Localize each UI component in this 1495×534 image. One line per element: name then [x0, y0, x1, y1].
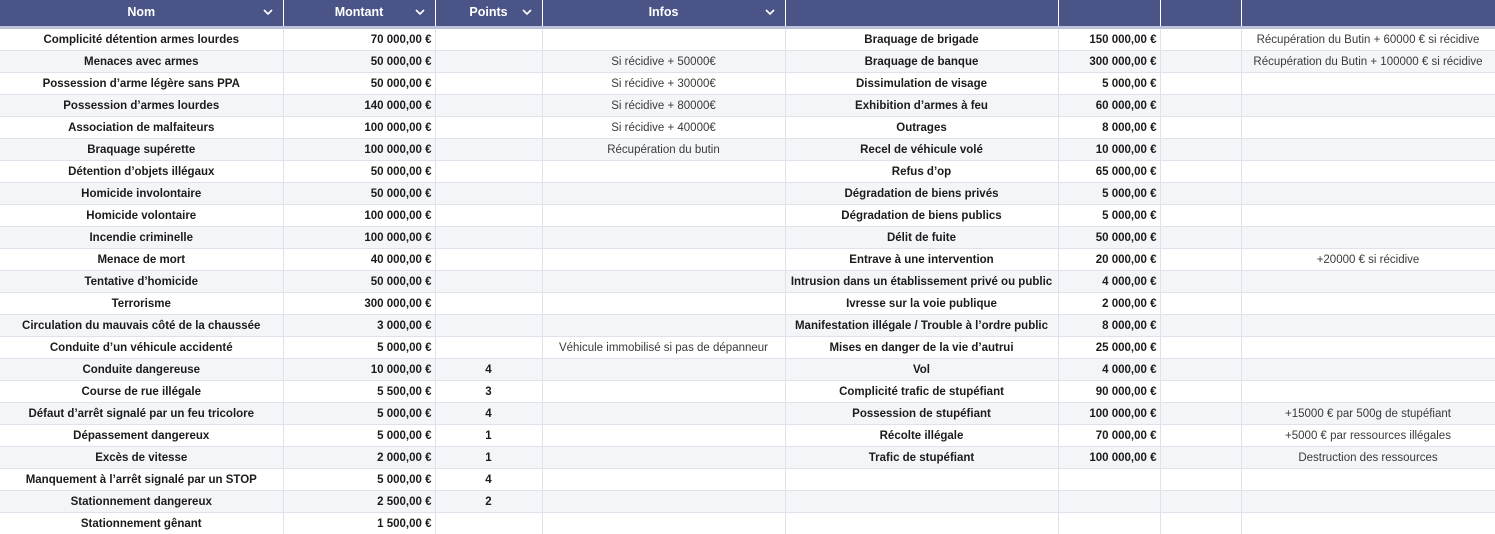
table-row [0, 161, 1495, 183]
cell-infos[interactable] [542, 28, 785, 51]
table-row [0, 271, 1495, 293]
header-infos[interactable] [542, 0, 785, 28]
cell-montant[interactable]: 100 000,00 € [283, 205, 435, 227]
table-row [0, 337, 1495, 359]
cell-nom[interactable]: Stationnement gênant [0, 513, 283, 534]
cell-nom[interactable]: Terrorisme [0, 293, 283, 315]
chevron-down-icon[interactable] [520, 5, 534, 19]
cell-empty[interactable] [1160, 271, 1241, 293]
cell-empty[interactable] [1160, 381, 1241, 403]
cell-montant[interactable]: 50 000,00 € [283, 271, 435, 293]
cell-nom-right[interactable]: Dégradation de biens publics [785, 205, 1058, 227]
cell-nom-right[interactable]: Braquage de brigade [785, 28, 1058, 51]
cell-empty[interactable] [1160, 139, 1241, 161]
cell-infos[interactable] [542, 491, 785, 513]
cell-points[interactable] [435, 513, 542, 534]
cell-montant[interactable]: 5 000,00 € [283, 425, 435, 447]
cell-nom-right[interactable]: Exhibition d’armes à feu [785, 95, 1058, 117]
cell-points[interactable] [435, 117, 542, 139]
cell-nom-right[interactable] [785, 513, 1058, 534]
cell-infos-right[interactable] [1241, 117, 1495, 139]
cell-montant[interactable]: 50 000,00 € [283, 73, 435, 95]
cell-nom[interactable]: Conduite dangereuse [0, 359, 283, 381]
cell-montant-right[interactable]: 100 000,00 € [1058, 447, 1160, 469]
cell-points[interactable]: 4 [435, 469, 542, 491]
cell-empty[interactable] [1160, 117, 1241, 139]
table-row [0, 469, 1495, 491]
cell-points[interactable]: 3 [435, 381, 542, 403]
cell-points[interactable]: 1 [435, 425, 542, 447]
cell-infos[interactable] [542, 359, 785, 381]
cell-infos[interactable] [542, 271, 785, 293]
table-row [0, 139, 1495, 161]
header-points[interactable] [435, 0, 542, 28]
header-infos-label: Infos [648, 5, 679, 19]
cell-infos-right[interactable] [1241, 359, 1495, 381]
cell-infos-right[interactable] [1241, 293, 1495, 315]
cell-points[interactable] [435, 139, 542, 161]
cell-infos[interactable] [542, 183, 785, 205]
cell-infos[interactable] [542, 469, 785, 491]
cell-points[interactable] [435, 28, 542, 51]
cell-montant-right[interactable]: 8 000,00 € [1058, 315, 1160, 337]
cell-montant[interactable]: 10 000,00 € [283, 359, 435, 381]
cell-montant[interactable]: 5 000,00 € [283, 403, 435, 425]
cell-montant[interactable]: 100 000,00 € [283, 227, 435, 249]
header-row [0, 0, 1495, 28]
cell-points[interactable] [435, 337, 542, 359]
cell-empty[interactable] [1160, 491, 1241, 513]
table-row [0, 28, 1495, 51]
cell-montant-right[interactable] [1058, 513, 1160, 534]
cell-montant-right[interactable]: 10 000,00 € [1058, 139, 1160, 161]
cell-points[interactable] [435, 293, 542, 315]
header-empty-8 [1241, 0, 1495, 28]
cell-points[interactable] [435, 249, 542, 271]
cell-empty[interactable] [1160, 183, 1241, 205]
cell-nom-right[interactable]: Ivresse sur la voie publique [785, 293, 1058, 315]
cell-nom-right[interactable]: Dissimulation de visage [785, 73, 1058, 95]
cell-montant-right[interactable]: 2 000,00 € [1058, 293, 1160, 315]
cell-nom-right[interactable]: Intrusion dans un établissement privé ou public [785, 271, 1058, 293]
cell-infos-right[interactable] [1241, 205, 1495, 227]
table-body [0, 28, 1495, 534]
table-row [0, 95, 1495, 117]
cell-infos[interactable] [542, 249, 785, 271]
chevron-down-icon[interactable] [261, 5, 275, 19]
cell-montant-right[interactable]: 5 000,00 € [1058, 183, 1160, 205]
cell-nom-right[interactable]: Mises en danger de la vie d’autrui [785, 337, 1058, 359]
header-montant-label: Montant [334, 5, 384, 19]
header-empty-6 [1058, 0, 1160, 28]
cell-nom-right[interactable]: Refus d’op [785, 161, 1058, 183]
cell-montant[interactable]: 300 000,00 € [283, 293, 435, 315]
cell-nom-right[interactable]: Entrave à une intervention [785, 249, 1058, 271]
table-row [0, 403, 1495, 425]
header-nom-label: Nom [127, 5, 156, 19]
cell-empty[interactable] [1160, 95, 1241, 117]
cell-nom[interactable]: Détention d’objets illégaux [0, 161, 283, 183]
cell-infos[interactable]: Si récidive + 80000€ [542, 95, 785, 117]
cell-montant-right[interactable] [1058, 469, 1160, 491]
cell-points[interactable] [435, 271, 542, 293]
cell-nom-right[interactable]: Outrages [785, 117, 1058, 139]
cell-nom[interactable]: Dépassement dangereux [0, 425, 283, 447]
cell-nom[interactable]: Défaut d’arrêt signalé par un feu tricolore [0, 403, 283, 425]
cell-montant-right[interactable]: 5 000,00 € [1058, 205, 1160, 227]
chevron-down-icon[interactable] [763, 5, 777, 19]
cell-montant[interactable]: 50 000,00 € [283, 161, 435, 183]
cell-nom-right[interactable]: Dégradation de biens privés [785, 183, 1058, 205]
cell-montant[interactable]: 1 500,00 € [283, 513, 435, 534]
cell-infos-right[interactable]: Récupération du Butin + 100000 € si récidive [1241, 51, 1495, 73]
table-row [0, 117, 1495, 139]
cell-nom[interactable]: Complicité détention armes lourdes [0, 28, 283, 51]
cell-empty[interactable] [1160, 205, 1241, 227]
cell-montant[interactable]: 50 000,00 € [283, 183, 435, 205]
cell-points[interactable]: 4 [435, 403, 542, 425]
cell-empty[interactable] [1160, 337, 1241, 359]
cell-infos[interactable] [542, 227, 785, 249]
cell-infos[interactable] [542, 513, 785, 534]
cell-nom[interactable]: Excès de vitesse [0, 447, 283, 469]
cell-infos-right[interactable]: +20000 € si récidive [1241, 249, 1495, 271]
cell-infos-right[interactable] [1241, 491, 1495, 513]
cell-infos[interactable] [542, 205, 785, 227]
cell-nom-right[interactable]: Récolte illégale [785, 425, 1058, 447]
cell-montant-right[interactable]: 70 000,00 € [1058, 425, 1160, 447]
cell-points[interactable] [435, 315, 542, 337]
cell-infos[interactable] [542, 315, 785, 337]
cell-montant-right[interactable]: 4 000,00 € [1058, 271, 1160, 293]
cell-empty[interactable] [1160, 249, 1241, 271]
table-row [0, 51, 1495, 73]
cell-infos[interactable]: Récupération du butin [542, 139, 785, 161]
cell-infos-right[interactable]: Récupération du Butin + 60000 € si récidive [1241, 28, 1495, 51]
cell-infos[interactable] [542, 161, 785, 183]
cell-montant-right[interactable]: 5 000,00 € [1058, 73, 1160, 95]
cell-empty[interactable] [1160, 359, 1241, 381]
cell-montant-right[interactable]: 8 000,00 € [1058, 117, 1160, 139]
cell-infos[interactable]: Si récidive + 50000€ [542, 51, 785, 73]
header-points-label: Points [469, 5, 508, 19]
cell-montant-right[interactable]: 25 000,00 € [1058, 337, 1160, 359]
cell-empty[interactable] [1160, 227, 1241, 249]
cell-montant[interactable]: 5 000,00 € [283, 469, 435, 491]
cell-infos-right[interactable] [1241, 227, 1495, 249]
cell-montant[interactable]: 40 000,00 € [283, 249, 435, 271]
cell-infos[interactable] [542, 403, 785, 425]
cell-infos[interactable]: Véhicule immobilisé si pas de dépanneur [542, 337, 785, 359]
cell-nom[interactable]: Course de rue illégale [0, 381, 283, 403]
cell-infos[interactable]: Si récidive + 30000€ [542, 73, 785, 95]
cell-nom-right[interactable]: Complicité trafic de stupéfiant [785, 381, 1058, 403]
cell-infos-right[interactable] [1241, 139, 1495, 161]
header-nom[interactable] [0, 0, 283, 28]
cell-points[interactable] [435, 95, 542, 117]
cell-points[interactable] [435, 205, 542, 227]
cell-infos-right[interactable]: +15000 € par 500g de stupéfiant [1241, 403, 1495, 425]
cell-infos-right[interactable] [1241, 271, 1495, 293]
cell-montant-right[interactable]: 300 000,00 € [1058, 51, 1160, 73]
cell-nom-right[interactable]: Recel de véhicule volé [785, 139, 1058, 161]
cell-points[interactable]: 2 [435, 491, 542, 513]
cell-empty[interactable] [1160, 403, 1241, 425]
cell-empty[interactable] [1160, 293, 1241, 315]
cell-infos[interactable] [542, 447, 785, 469]
cell-nom[interactable]: Stationnement dangereux [0, 491, 283, 513]
cell-nom-right[interactable]: Délit de fuite [785, 227, 1058, 249]
cell-infos-right[interactable] [1241, 469, 1495, 491]
cell-nom[interactable]: Incendie criminelle [0, 227, 283, 249]
cell-nom[interactable]: Homicide volontaire [0, 205, 283, 227]
cell-montant[interactable]: 5 500,00 € [283, 381, 435, 403]
cell-montant[interactable]: 70 000,00 € [283, 28, 435, 51]
cell-montant[interactable]: 100 000,00 € [283, 117, 435, 139]
cell-montant-right[interactable]: 100 000,00 € [1058, 403, 1160, 425]
cell-nom-right[interactable]: Trafic de stupéfiant [785, 447, 1058, 469]
cell-points[interactable] [435, 51, 542, 73]
cell-infos-right[interactable] [1241, 513, 1495, 534]
cell-empty[interactable] [1160, 161, 1241, 183]
table-row [0, 73, 1495, 95]
cell-infos-right[interactable] [1241, 73, 1495, 95]
header-empty-5 [785, 0, 1058, 28]
table-row [0, 491, 1495, 513]
cell-infos-right[interactable] [1241, 95, 1495, 117]
cell-nom[interactable]: Homicide involontaire [0, 183, 283, 205]
cell-points[interactable]: 1 [435, 447, 542, 469]
cell-nom-right[interactable]: Braquage de banque [785, 51, 1058, 73]
table-row [0, 249, 1495, 271]
cell-empty[interactable] [1160, 28, 1241, 51]
cell-montant-right[interactable]: 50 000,00 € [1058, 227, 1160, 249]
cell-montant-right[interactable]: 20 000,00 € [1058, 249, 1160, 271]
cell-infos-right[interactable] [1241, 315, 1495, 337]
cell-infos-right[interactable]: Destruction des ressources [1241, 447, 1495, 469]
cell-empty[interactable] [1160, 315, 1241, 337]
cell-nom[interactable]: Circulation du mauvais côté de la chaussée [0, 315, 283, 337]
cell-nom[interactable]: Menace de mort [0, 249, 283, 271]
table-row [0, 359, 1495, 381]
table-row [0, 227, 1495, 249]
cell-empty[interactable] [1160, 425, 1241, 447]
cell-nom[interactable]: Conduite d’un véhicule accidenté [0, 337, 283, 359]
cell-montant[interactable]: 100 000,00 € [283, 139, 435, 161]
cell-points[interactable] [435, 73, 542, 95]
cell-infos-right[interactable] [1241, 337, 1495, 359]
chevron-down-icon[interactable] [413, 5, 427, 19]
cell-nom-right[interactable] [785, 469, 1058, 491]
cell-montant-right[interactable]: 65 000,00 € [1058, 161, 1160, 183]
cell-points[interactable] [435, 161, 542, 183]
cell-empty[interactable] [1160, 513, 1241, 534]
cell-nom[interactable]: Menaces avec armes [0, 51, 283, 73]
cell-nom-right[interactable]: Vol [785, 359, 1058, 381]
table-row [0, 205, 1495, 227]
cell-montant-right[interactable] [1058, 491, 1160, 513]
cell-infos-right[interactable] [1241, 183, 1495, 205]
cell-montant[interactable]: 50 000,00 € [283, 51, 435, 73]
cell-infos-right[interactable] [1241, 161, 1495, 183]
cell-montant[interactable]: 3 000,00 € [283, 315, 435, 337]
cell-montant-right[interactable]: 150 000,00 € [1058, 28, 1160, 51]
cell-nom[interactable]: Possession d’armes lourdes [0, 95, 283, 117]
cell-nom[interactable]: Possession d’arme légère sans PPA [0, 73, 283, 95]
cell-montant-right[interactable]: 60 000,00 € [1058, 95, 1160, 117]
cell-nom-right[interactable]: Manifestation illégale / Trouble à l’ordre public [785, 315, 1058, 337]
cell-montant[interactable]: 5 000,00 € [283, 337, 435, 359]
cell-empty[interactable] [1160, 51, 1241, 73]
table-row [0, 293, 1495, 315]
cell-infos[interactable] [542, 381, 785, 403]
table-row [0, 315, 1495, 337]
header-empty-7 [1160, 0, 1241, 28]
table-row [0, 513, 1495, 534]
cell-nom[interactable]: Association de malfaiteurs [0, 117, 283, 139]
cell-infos[interactable] [542, 425, 785, 447]
cell-empty[interactable] [1160, 469, 1241, 491]
cell-infos[interactable] [542, 293, 785, 315]
cell-montant-right[interactable]: 90 000,00 € [1058, 381, 1160, 403]
cell-points[interactable]: 4 [435, 359, 542, 381]
cell-nom-right[interactable] [785, 491, 1058, 513]
table-row [0, 425, 1495, 447]
cell-infos-right[interactable]: +5000 € par ressources illégales [1241, 425, 1495, 447]
table-row [0, 381, 1495, 403]
table-row [0, 447, 1495, 469]
cell-empty[interactable] [1160, 73, 1241, 95]
cell-nom-right[interactable]: Possession de stupéfiant [785, 403, 1058, 425]
cell-points[interactable] [435, 183, 542, 205]
table-row [0, 183, 1495, 205]
cell-montant-right[interactable]: 4 000,00 € [1058, 359, 1160, 381]
cell-empty[interactable] [1160, 447, 1241, 469]
cell-infos[interactable]: Si récidive + 40000€ [542, 117, 785, 139]
cell-montant[interactable]: 2 500,00 € [283, 491, 435, 513]
cell-points[interactable] [435, 227, 542, 249]
cell-nom[interactable]: Tentative d’homicide [0, 271, 283, 293]
header-montant[interactable] [283, 0, 435, 28]
cell-nom[interactable]: Braquage supérette [0, 139, 283, 161]
cell-montant[interactable]: 140 000,00 € [283, 95, 435, 117]
cell-infos-right[interactable] [1241, 381, 1495, 403]
cell-nom[interactable]: Manquement à l’arrêt signalé par un STOP [0, 469, 283, 491]
cell-montant[interactable]: 2 000,00 € [283, 447, 435, 469]
